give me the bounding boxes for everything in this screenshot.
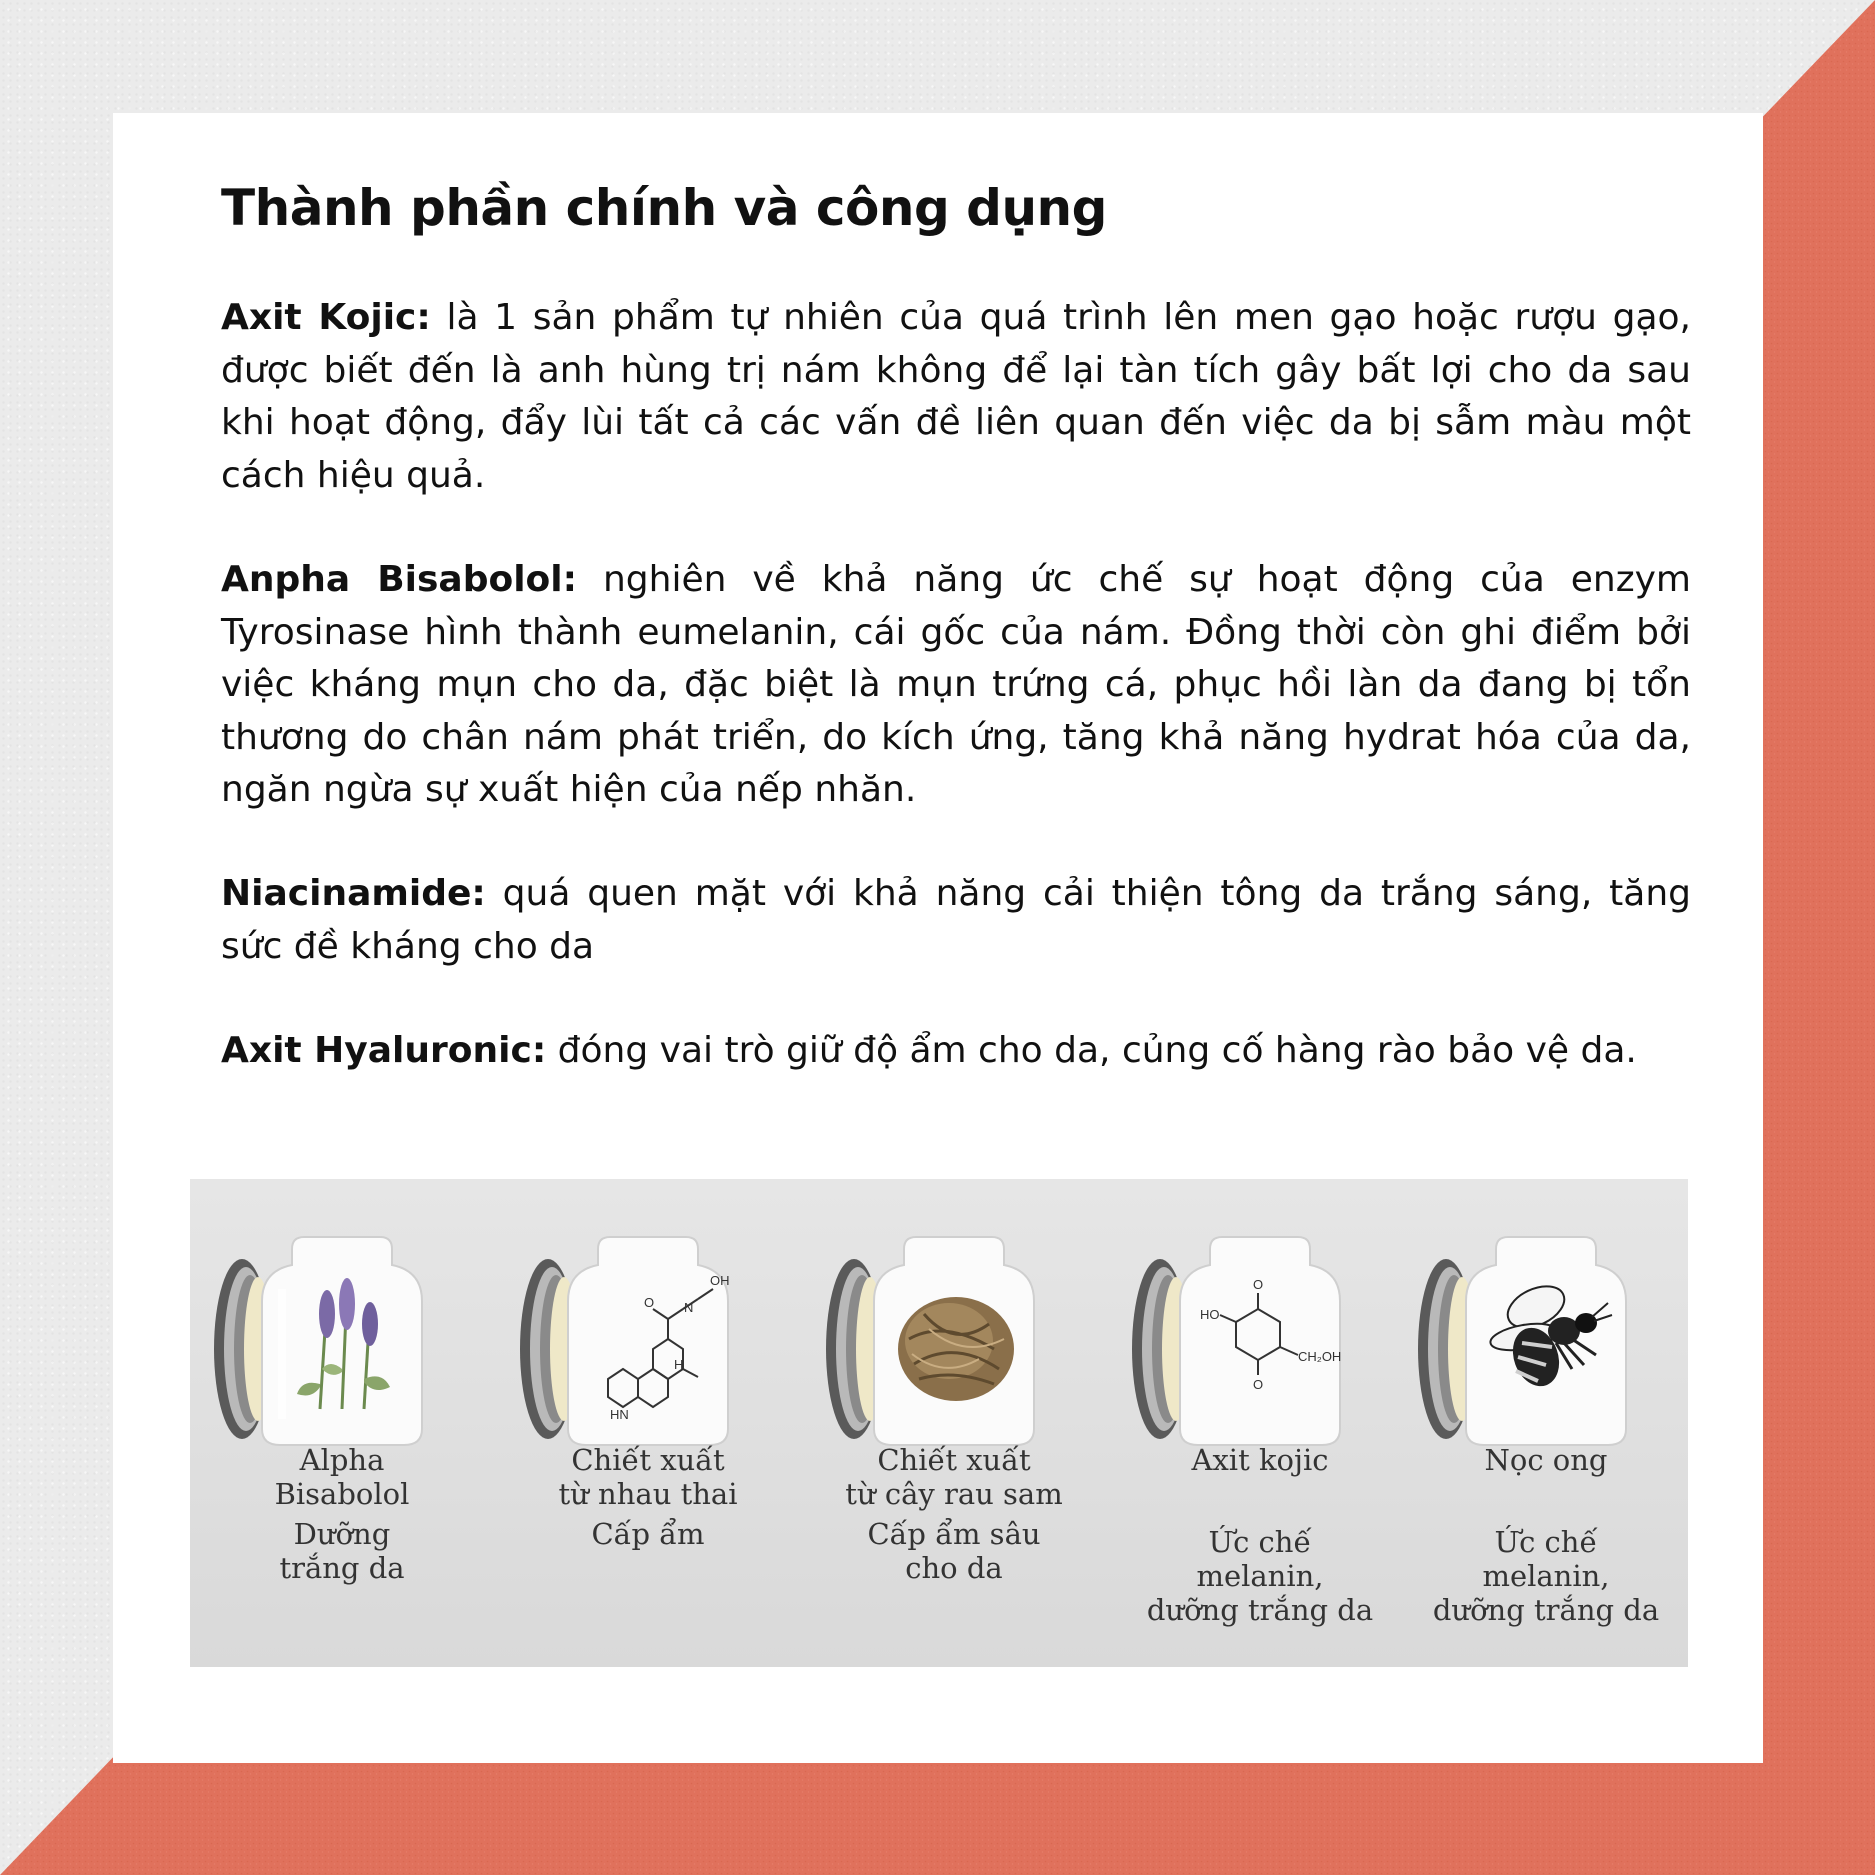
section-term: Axit Kojic: [221,297,431,338]
molecule-label: CH₂OH [1298,1349,1342,1364]
molecule-label: H [674,1357,684,1372]
jar-molecule-icon [498,1219,798,1459]
orange-corner-top-right [1750,0,1875,1750]
molecule-label: OH [710,1273,730,1288]
jar-lavender-icon [192,1219,492,1459]
page-title: Thành phần chính và công dụng [221,179,1107,237]
jar-item-alpha-bisabolol [192,1179,492,1667]
jar-item-placenta-extract [498,1179,798,1667]
jar-name-text: Chiết xuất từ nhau thai [558,1443,738,1511]
section-term: Anpha Bisabolol: [221,559,578,600]
jar-item-kojic-acid [1110,1179,1410,1667]
molecule-label: HN [610,1407,629,1422]
jar-herb-icon [804,1219,1104,1459]
molecule-label: O [644,1295,655,1310]
jar-desc-text: Ức chế melanin, dưỡng trắng da [1146,1525,1374,1627]
jar-desc-text: Cấp ẩm sâu cho da [867,1517,1041,1585]
section-axit-hyaluronic [221,1025,1691,1078]
section-term: Niacinamide: [221,873,486,914]
section-term: Axit Hyaluronic: [221,1030,547,1071]
jar-desc [1406,1525,1686,1627]
jar-name [814,1443,1094,1511]
section-text: đóng vai trò giữ độ ẩm cho da, củng cố hàng rào bảo vệ da. [546,1030,1637,1071]
jar-desc-text: Dưỡng trắng da [279,1517,405,1585]
jar-desc [202,1517,482,1585]
jar-name-text: Nọc ong [1484,1443,1608,1477]
jar-item-purslane-extract [804,1179,1104,1667]
section-anpha-bisabolol [221,554,1691,817]
ingredient-jars-panel [190,1179,1688,1667]
molecule-label: N [684,1300,694,1315]
jar-desc [508,1517,788,1551]
molecule-label: HO [1200,1307,1220,1322]
jar-name-text: Chiết xuất từ cây rau sam [845,1443,1063,1511]
jar-kojic-icon [1110,1219,1410,1459]
molecule-label: O [1253,1377,1264,1392]
herb-root-pile-icon [898,1297,1014,1401]
content-card [113,113,1763,1763]
jar-name [508,1443,788,1511]
section-text: nghiên về khả năng ức chế sự hoạt động của enzym Tyrosinase hình thành eumelanin, cái gốc của nám. Đồng thời còn ghi điểm bởi việc kháng mụn cho da, đặc biệt là mụn trứng cá, phục hồi làn da đang bị tổn thương do chân nám phát triển, do kích ứng, tăng khả năng hydrat hóa của da, ngăn ngừa sự xuất hiện của nếp nhăn. [221,559,1691,810]
jar-item-bee-venom [1396,1179,1696,1667]
section-text: là 1 sản phẩm tự nhiên của quá trình lên men gạo hoặc rượu gạo, được biết đến là anh hùng trị nám không để lại tàn tích gây bất lợi cho da sau khi hoạt động, đẩy lùi tất cả các vấn đề liên quan đến việc da bị sẫm màu một cách hiệu quả. [221,297,1692,496]
section-axit-kojic [221,292,1691,502]
jar-name [202,1443,482,1511]
jar-name-text: Axit kojic [1191,1443,1329,1477]
jar-desc-text: Ức chế melanin, dưỡng trắng da [1432,1525,1660,1627]
jar-bee-icon [1396,1219,1696,1459]
jar-name [1120,1443,1400,1477]
orange-corner-bottom-left [0,1750,1875,1875]
jar-desc [1120,1525,1400,1627]
jar-desc [814,1517,1094,1585]
section-text: quá quen mặt với khả năng cải thiện tông da trắng sáng, tăng sức đề kháng cho da [221,873,1691,967]
section-niacinamide [221,868,1691,973]
jar-desc-text: Cấp ẩm [591,1517,705,1551]
molecule-label: O [1253,1277,1264,1292]
jar-name-text: Alpha Bisabolol [274,1443,410,1511]
jar-name [1406,1443,1686,1477]
